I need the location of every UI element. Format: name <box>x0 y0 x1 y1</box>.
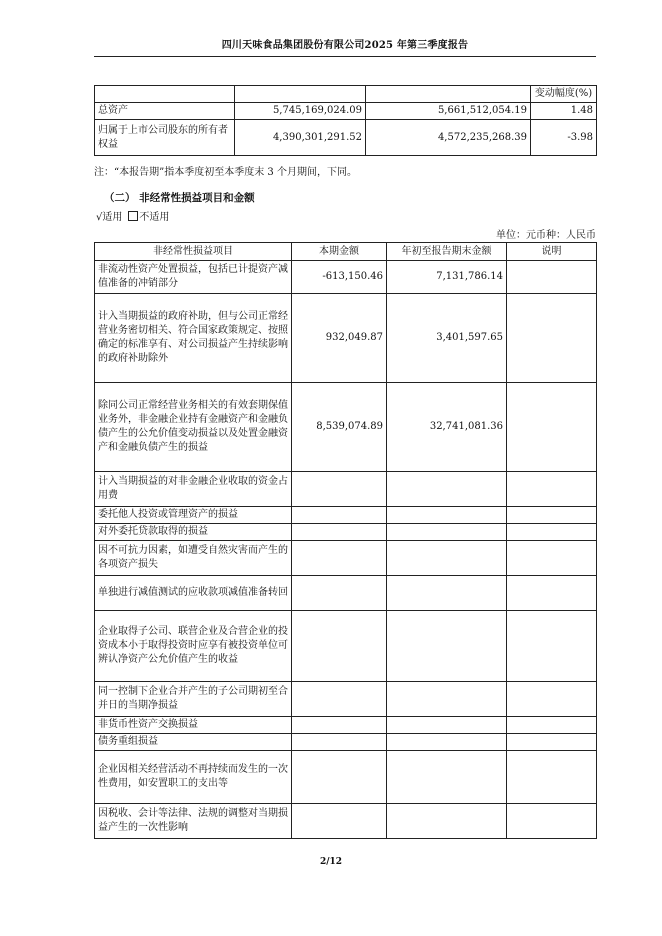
report-header-title: 四川天味食品集团股份有限公司2025 年第三季度报告 <box>221 40 469 51</box>
nr-item-label: 对外委托贷款取得的损益 <box>95 524 292 541</box>
ytd-amount <box>387 472 507 507</box>
table-row <box>95 294 597 383</box>
remarks-cell <box>507 734 597 751</box>
current-period-value: 5,745,169,024.09 <box>235 103 366 120</box>
ytd-amount <box>387 804 507 839</box>
table-row <box>95 751 597 804</box>
report-period-note: 注：“本报告期”指本季度初至本季度末 3 个月期间，下同。 <box>94 167 357 178</box>
nr-item-label: 除同公司正常经营业务相关的有效套期保值业务外，非金融企业持有金融资产和金融负债产生的公允价值变动损益以及处置金融资产和金融负债产生的损益 <box>95 383 292 472</box>
current-amount: 8,539,074.89 <box>292 383 387 472</box>
current-period-value: 4,390,301,291.52 <box>235 120 366 156</box>
prior-period-value: 5,661,512,054.19 <box>366 103 531 120</box>
ytd-amount-column-header: 年初至报告期末金额 <box>387 243 507 261</box>
summary-header-cell <box>95 86 235 103</box>
table-row <box>95 717 597 734</box>
current-amount <box>292 751 387 804</box>
ytd-amount: 7,131,786.14 <box>387 261 507 294</box>
change-percent-value: -3.98 <box>531 120 597 156</box>
nr-item-label: 企业因相关经营活动不再持续而发生的一次性费用，如安置职工的支出等 <box>95 751 292 804</box>
header-rule <box>94 56 596 57</box>
ytd-amount <box>387 576 507 611</box>
non-recurring-items-table <box>94 242 597 839</box>
current-amount <box>292 507 387 524</box>
ytd-amount <box>387 734 507 751</box>
current-amount <box>292 576 387 611</box>
table-row <box>95 507 597 524</box>
section-title: （二） 非经常性损益项目和金额 <box>104 192 255 204</box>
remarks-cell <box>507 261 597 294</box>
ytd-amount <box>387 611 507 682</box>
remarks-cell <box>507 682 597 717</box>
ytd-amount: 3,401,597.65 <box>387 294 507 383</box>
table-row <box>95 804 597 839</box>
change-percent-header: 变动幅度(%) <box>531 86 597 103</box>
nr-item-label: 因税收、会计等法律、法规的调整对当期损益产生的一次性影响 <box>95 804 292 839</box>
item-column-header: 非经常性损益项目 <box>95 243 292 261</box>
table-row <box>95 576 597 611</box>
table-row <box>95 524 597 541</box>
ytd-amount <box>387 541 507 576</box>
current-amount <box>292 611 387 682</box>
nr-item-label: 计入当期损益的对非金融企业收取的资金占用费 <box>95 472 292 507</box>
unit-currency-line: 单位：元币种：人民币 <box>496 230 596 241</box>
remarks-cell <box>507 717 597 734</box>
remarks-cell <box>507 576 597 611</box>
summary-header-cell <box>366 86 531 103</box>
current-amount: -613,150.46 <box>292 261 387 294</box>
summary-header-row <box>95 86 597 103</box>
ytd-amount <box>387 717 507 734</box>
summary-row-total-assets <box>95 103 597 120</box>
ytd-amount: 32,741,081.36 <box>387 383 507 472</box>
row-item-label: 归属于上市公司股东的所有者权益 <box>95 120 235 156</box>
summary-header-cell <box>235 86 366 103</box>
remarks-cell <box>507 383 597 472</box>
row-item-label: 总资产 <box>95 103 235 120</box>
remarks-cell <box>507 507 597 524</box>
remarks-cell <box>507 804 597 839</box>
nr-item-label: 单独进行减值测试的应收款项减值准备转回 <box>95 576 292 611</box>
table-row <box>95 541 597 576</box>
current-amount <box>292 524 387 541</box>
table-row <box>95 682 597 717</box>
table-row <box>95 472 597 507</box>
nr-item-label: 非货币性资产交换损益 <box>95 717 292 734</box>
remarks-cell <box>507 541 597 576</box>
change-percent-value: 1.48 <box>531 103 597 120</box>
financial-summary-table <box>94 85 597 156</box>
remarks-cell <box>507 294 597 383</box>
table-row <box>95 734 597 751</box>
summary-row-equity <box>95 120 597 156</box>
not-applicable-label: 不适用 <box>139 212 170 223</box>
remarks-cell <box>507 751 597 804</box>
table-row <box>95 261 597 294</box>
ytd-amount <box>387 682 507 717</box>
remarks-cell <box>507 524 597 541</box>
current-amount <box>292 734 387 751</box>
table-row <box>95 383 597 472</box>
ytd-amount <box>387 507 507 524</box>
nr-item-label: 非流动性资产处置损益，包括已计提资产减值准备的冲销部分 <box>95 261 292 294</box>
ytd-amount <box>387 751 507 804</box>
current-amount: 932,049.87 <box>292 294 387 383</box>
nr-item-label: 企业取得子公司、联营企业及合营企业的投资成本小于取得投资时应享有被投资单位可辨认净资产公允价值产生的收益 <box>95 611 292 682</box>
current-amount <box>292 472 387 507</box>
applicability-options <box>96 208 169 223</box>
table-row <box>95 611 597 682</box>
current-amount <box>292 541 387 576</box>
remarks-cell <box>507 611 597 682</box>
nr-item-label: 计入当期损益的政府补助，但与公司正常经营业务密切相关、符合国家政策规定、按照确定的标准享有、对公司损益产生持续影响的政府补助除外 <box>95 294 292 383</box>
remarks-cell <box>507 472 597 507</box>
not-applicable-checkbox <box>128 211 138 221</box>
page-number: 2/12 <box>319 857 343 867</box>
current-amount <box>292 682 387 717</box>
nr-item-label: 债务重组损益 <box>95 734 292 751</box>
nr-item-label: 同一控制下企业合并产生的子公司期初至合并日的当期净损益 <box>95 682 292 717</box>
ytd-amount <box>387 524 507 541</box>
applicable-option: √适用 <box>96 212 123 223</box>
nr-item-label: 委托他人投资或管理资产的损益 <box>95 507 292 524</box>
nr-item-label: 因不可抗力因素，如遭受自然灾害而产生的各项资产损失 <box>95 541 292 576</box>
remarks-column-header: 说明 <box>507 243 597 261</box>
prior-period-value: 4,572,235,268.39 <box>366 120 531 156</box>
current-amount <box>292 717 387 734</box>
current-amount <box>292 804 387 839</box>
nr-header-row <box>95 243 597 261</box>
current-amount-column-header: 本期金额 <box>292 243 387 261</box>
